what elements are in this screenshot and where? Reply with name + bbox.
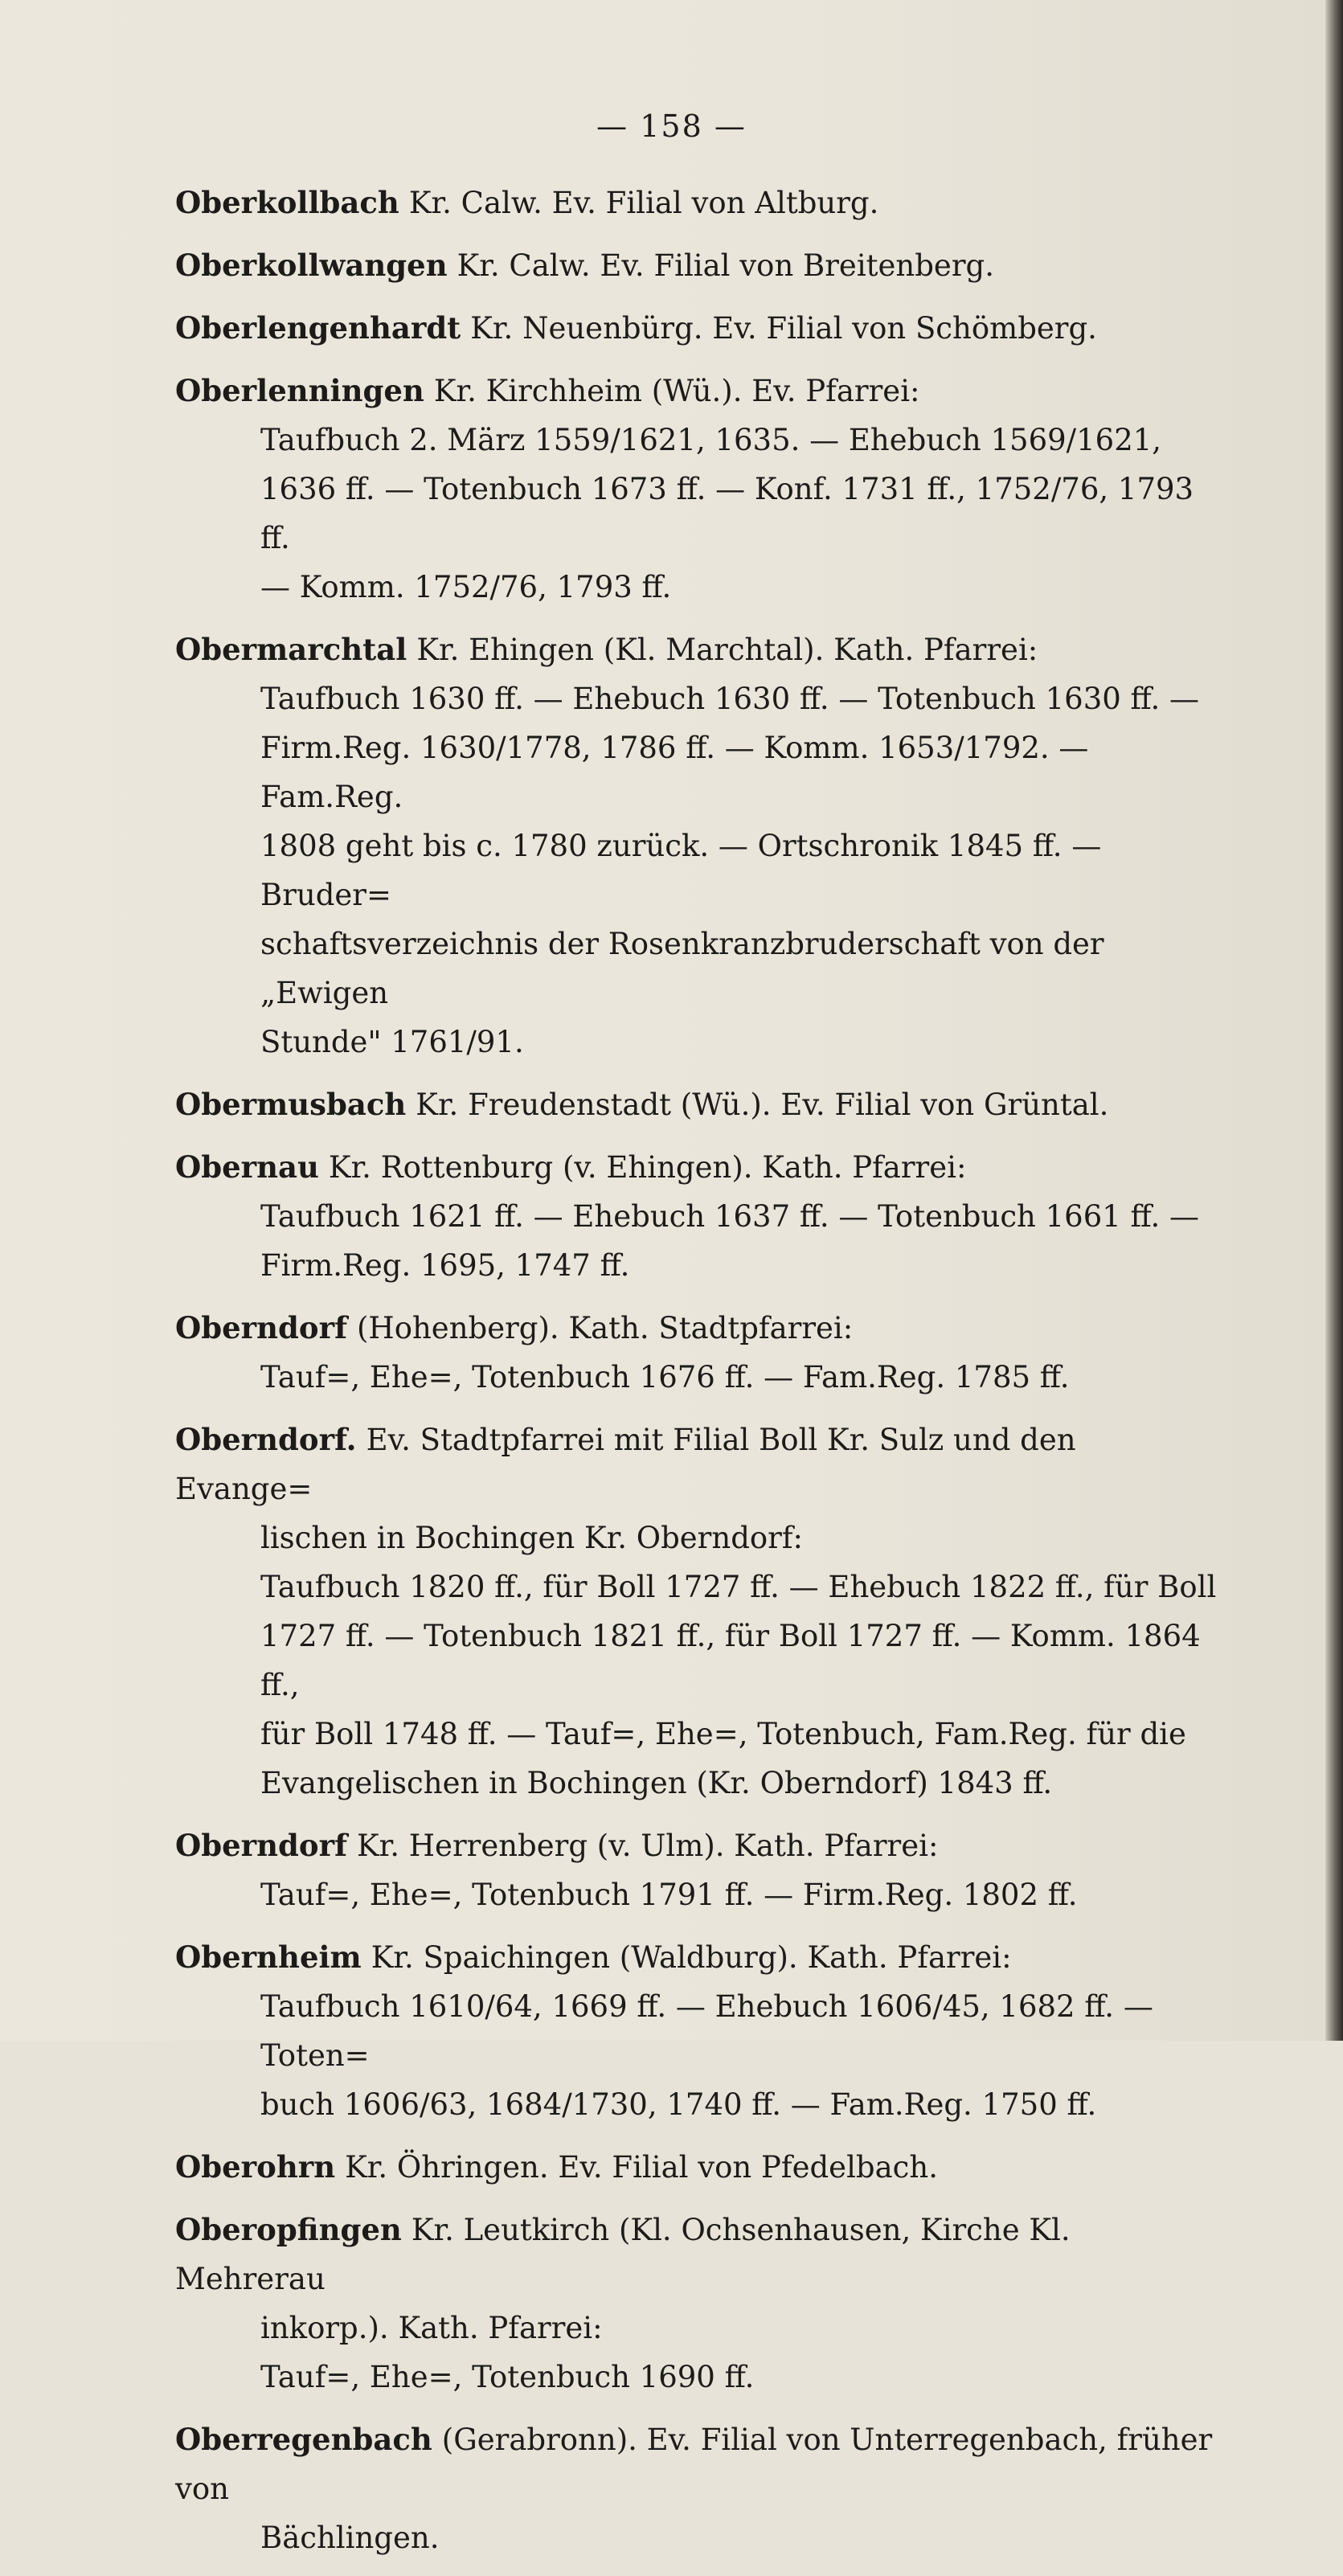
entry-record-line: Taufbuch 1820 ff., für Boll 1727 ff. — Ehebuch 1822 ff., für Boll — [260, 1570, 1217, 1604]
entry-place-name: Oberkollbach — [175, 185, 399, 220]
entry-record-line: Firm.Reg. 1630/1778, 1786 ff. — Komm. 1653/1792. — Fam.Reg. — [260, 731, 1089, 814]
entry-record-line: Evangelischen in Bochingen (Kr. Oberndorf) 1843 ff. — [260, 1766, 1053, 1800]
entry-description: Kr. Kirchheim (Wü.). Ev. Pfarrei: — [433, 374, 920, 408]
entry-first-line — [175, 1415, 1220, 1513]
entry-continuation: inkorp.). Kath. Pfarrei: — [260, 2311, 603, 2345]
page-edge — [1325, 0, 1343, 2041]
entry-description: Ev. Stadtpfarrei mit Filial Boll Kr. Sulz und den Evange= — [175, 1423, 1076, 1506]
entry-continuation: lischen in Bochingen Kr. Oberndorf: — [260, 1521, 803, 1555]
entry-description: Kr. Herrenberg (v. Ulm). Kath. Pfarrei: — [357, 1829, 939, 1863]
entry-description: (Gerabronn). Ev. Filial von Unterregenbach, früher von — [175, 2422, 1213, 2506]
entry-place-name: Oberndorf. — [175, 1422, 357, 1457]
entry-place-name: Obermusbach — [175, 1087, 407, 1122]
entry-record-line: Firm.Reg. 1695, 1747 ff. — [260, 1248, 630, 1283]
entry-record-line: 1727 ff. — Totenbuch 1821 ff., für Boll 1727 ff. — Komm. 1864 ff., — [260, 1619, 1201, 1702]
entry-first-line — [175, 1821, 1220, 1870]
register-entry — [175, 2205, 1220, 2402]
entry-description: Kr. Freudenstadt (Wü.). Ev. Filial von Grüntal. — [416, 1087, 1109, 1122]
entry-record-line: für Boll 1748 ff. — Tauf=, Ehe=, Totenbuch, Fam.Reg. für die — [260, 1717, 1186, 1751]
register-entry — [175, 1304, 1220, 1402]
entry-place-name: Oberkollwangen — [175, 248, 448, 283]
register-entry — [175, 1415, 1220, 1808]
entry-first-line — [175, 2415, 1220, 2513]
register-entry — [175, 304, 1220, 353]
entry-place-name: Oberlenningen — [175, 373, 424, 408]
entry-list — [175, 178, 1220, 2576]
page-number: — 158 — — [596, 109, 747, 144]
entry-record-line: Tauf=, Ehe=, Totenbuch 1676 ff. — Fam.Reg. 1785 ff. — [260, 1360, 1070, 1394]
entry-first-line — [175, 1143, 1220, 1192]
entry-description: Kr. Calw. Ev. Filial von Breitenberg. — [457, 248, 994, 283]
entry-record-line: schaftsverzeichnis der Rosenkranzbruderschaft von der „Ewigen — [260, 927, 1104, 1010]
entry-place-name: Oberregenbach — [175, 2422, 432, 2457]
entry-description: Kr. Calw. Ev. Filial von Altburg. — [408, 186, 879, 220]
entry-first-line — [175, 1933, 1220, 1982]
entry-record-line: Tauf=, Ehe=, Totenbuch 1791 ff. — Firm.Reg. 1802 ff. — [260, 1878, 1078, 1912]
entry-first-line — [175, 304, 1220, 353]
entry-record-line: Stunde" 1761/91. — [260, 1025, 524, 1059]
entry-place-name: Obernheim — [175, 1939, 362, 1975]
entry-place-name: Oberndorf — [175, 1828, 347, 1863]
entry-record-line: Tauf=, Ehe=, Totenbuch 1690 ff. — [260, 2360, 755, 2394]
entry-place-name: Oberlengenhardt — [175, 310, 461, 346]
entry-continuation: Bächlingen. — [260, 2521, 440, 2555]
entry-first-line — [175, 178, 1220, 227]
entry-record-line: Taufbuch 2. März 1559/1621, 1635. — Ehebuch 1569/1621, — [260, 423, 1162, 457]
entry-record-line: 1808 geht bis c. 1780 zurück. — Ortschronik 1845 ff. — Bruder= — [260, 829, 1102, 912]
entry-place-name: Oberndorf — [175, 1310, 347, 1345]
register-entry — [175, 241, 1220, 290]
entry-description: Kr. Rottenburg (v. Ehingen). Kath. Pfarrei: — [328, 1150, 967, 1185]
entry-description: Kr. Öhringen. Ev. Filial von Pfedelbach. — [345, 2150, 938, 2185]
entry-place-name: Obermarchtal — [175, 632, 407, 667]
entry-record-line: Taufbuch 1621 ff. — Ehebuch 1637 ff. — Totenbuch 1661 ff. — — [260, 1199, 1200, 1234]
entry-record-line: — Komm. 1752/76, 1793 ff. — [260, 570, 672, 604]
entry-description: Kr. Spaichingen (Waldburg). Kath. Pfarrei: — [371, 1940, 1012, 1975]
entry-first-line — [175, 1304, 1220, 1353]
register-entry — [175, 367, 1220, 612]
entry-record-line: 1636 ff. — Totenbuch 1673 ff. — Konf. 1731 ff., 1752/76, 1793 ff. — [260, 472, 1194, 555]
entry-first-line — [175, 241, 1220, 290]
entry-first-line — [175, 367, 1220, 416]
entry-description: Kr. Leutkirch (Kl. Ochsenhausen, Kirche Kl. Mehrerau — [175, 2213, 1071, 2296]
entry-record-line: buch 1606/63, 1684/1730, 1740 ff. — Fam.Reg. 1750 ff. — [260, 2087, 1097, 2122]
entry-first-line — [175, 625, 1220, 674]
entry-first-line — [175, 2143, 1220, 2192]
register-entry — [175, 178, 1220, 227]
entry-description: Kr. Neuenbürg. Ev. Filial von Schömberg. — [470, 311, 1097, 346]
entry-place-name: Obernau — [175, 1149, 319, 1185]
entry-first-line — [175, 2205, 1220, 2304]
register-entry — [175, 1143, 1220, 1290]
register-entry — [175, 2415, 1220, 2562]
register-entry — [175, 1821, 1220, 1919]
register-entry — [175, 1080, 1220, 1129]
entry-place-name: Oberopfingen — [175, 2212, 402, 2247]
register-entry — [175, 2143, 1220, 2192]
entry-record-line: Taufbuch 1630 ff. — Ehebuch 1630 ff. — Totenbuch 1630 ff. — — [260, 682, 1200, 716]
entry-description: Kr. Ehingen (Kl. Marchtal). Kath. Pfarrei: — [416, 633, 1038, 667]
entry-first-line — [175, 1080, 1220, 1129]
register-entry — [175, 1933, 1220, 2129]
entry-record-line: Taufbuch 1610/64, 1669 ff. — Ehebuch 1606/45, 1682 ff. — Toten= — [260, 1989, 1153, 2073]
register-entry — [175, 625, 1220, 1067]
entry-description: (Hohenberg). Kath. Stadtpfarrei: — [357, 1311, 854, 1345]
entry-place-name: Oberohrn — [175, 2149, 336, 2185]
